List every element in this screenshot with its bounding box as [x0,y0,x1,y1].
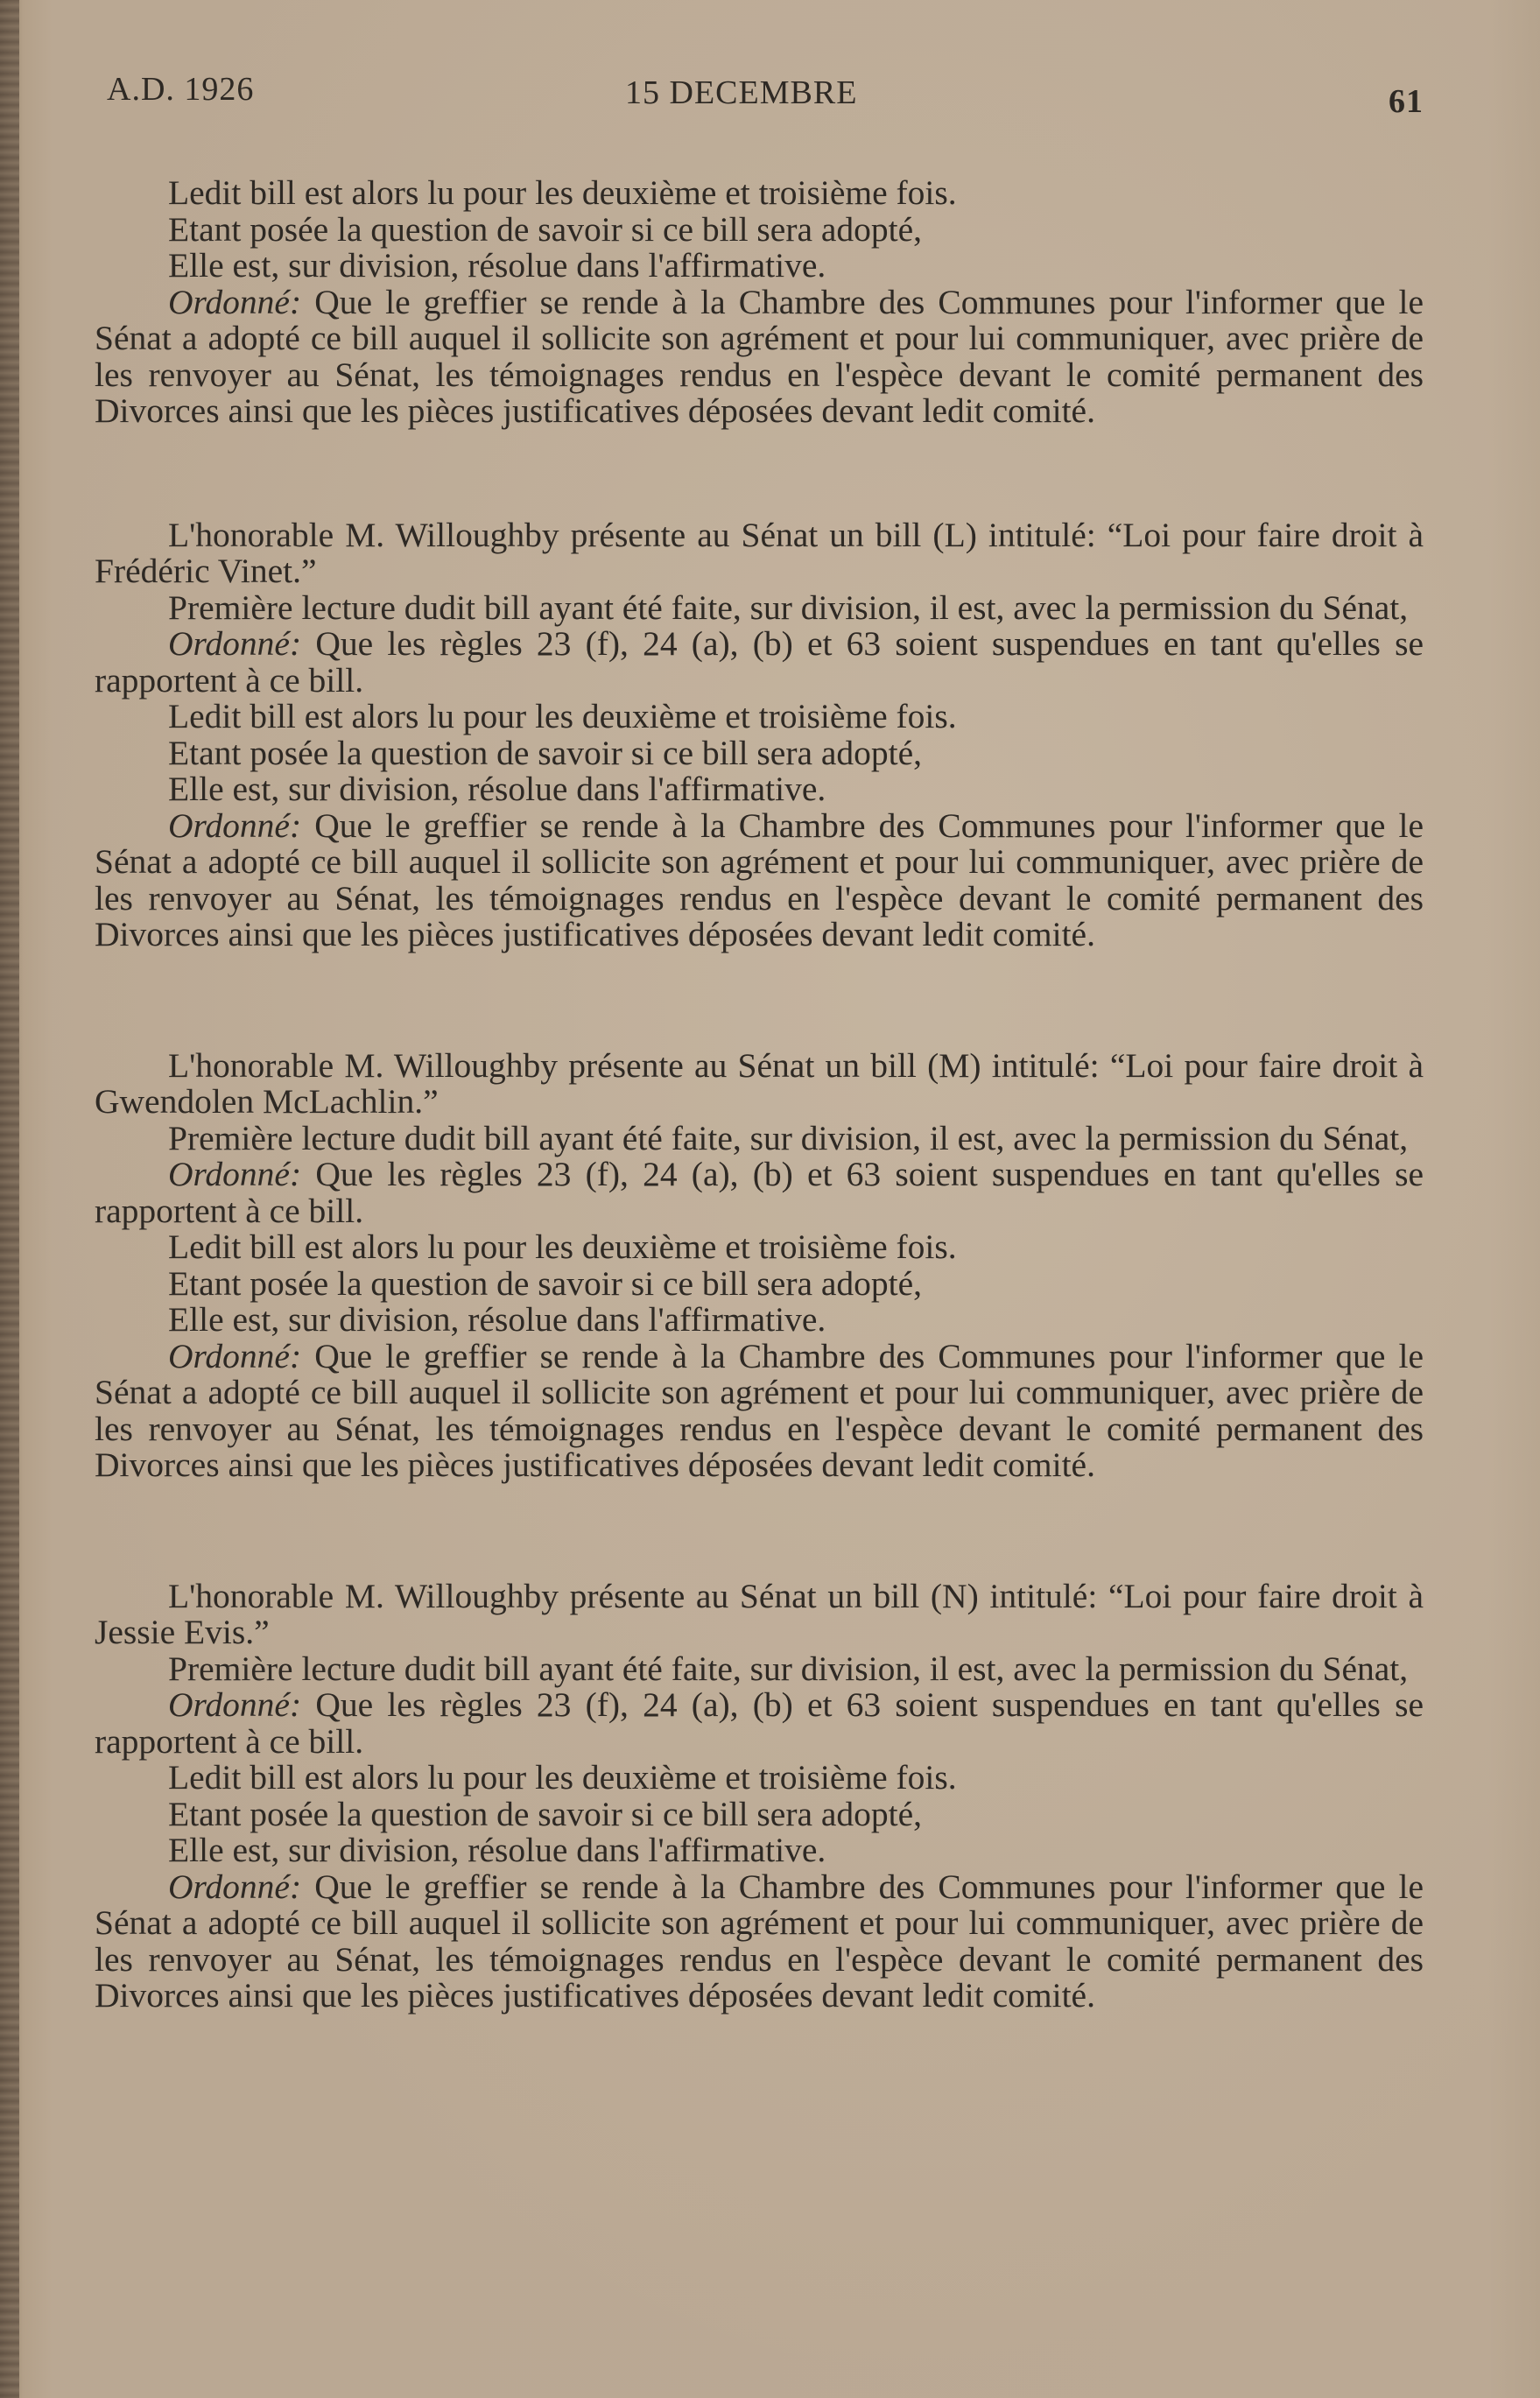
rules-text: Que les règles 23 (f), 24 (a), (b) et 63 soient suspendues en tant qu'elles se rapportent à ce bill. [95,1155,1424,1230]
order-text: Que le greffier se rende à la Chambre des Communes pour l'informer que le Sénat a adopté ce bill auquel il sollicite son agrément et pour lui communiquer, avec prière de les renvoyer au Sénat, les témoignages rendus en l'espèce devant le comité permanent des Divorces ainsi que les pièces justificatives déposées devant ledit comité. [95,805,1424,953]
page-number: 61 [1389,83,1424,120]
order-label: Ordonné: [168,805,302,845]
entry-bill-n [95,1576,1424,2015]
paragraph-first-reading: Première lecture dudit bill ayant été faite, sur division, il est, avec la permission du Sénat, [168,1649,1409,1688]
order-label: Ordonné: [168,282,302,321]
paragraph-intro: L'honorable M. Willoughby présente au Sénat un bill (L) intitulé: “Loi pour faire droit à Frédéric Vinet.” [95,515,1424,590]
order-text: Que le greffier se rende à la Chambre des Communes pour l'informer que le Sénat a adopté ce bill auquel il sollicite son agrément et pour lui communiquer, avec prière de les renvoyer au Sénat, les témoignages rendus en l'espèce devant le comité permanent des Divorces ainsi que les pièces justificatives déposées devant ledit comité. [95,1867,1424,2015]
entry-bill-l [95,517,1424,953]
paragraph-question: Etant posée la question de savoir si ce bill sera adopté, [168,1263,923,1303]
rules-label: Ordonné: [168,1685,302,1724]
rules-text: Que les règles 23 (f), 24 (a), (b) et 63 soient suspendues en tant qu'elles se rapportent à ce bill. [95,624,1424,700]
entry-bill-m [95,1045,1424,1484]
page-body [95,175,1424,2109]
paragraph-first-reading: Première lecture dudit bill ayant été faite, sur division, il est, avec la permission du Sénat, [168,587,1409,627]
rules-text: Que les règles 23 (f), 24 (a), (b) et 63 soient suspendues en tant qu'elles se rapportent à ce bill. [95,1685,1424,1761]
paragraph-resolution: Elle est, sur division, résolue dans l'affirmative. [168,1300,826,1339]
paragraph-intro: L'honorable M. Willoughby présente au Sénat un bill (M) intitulé: “Loi pour faire droit à Gwendolen McLachlin.” [95,1045,1424,1121]
rules-label: Ordonné: [168,624,302,663]
paragraph-order [95,1336,1424,1484]
paragraph-reading: Ledit bill est alors lu pour les deuxième et troisième fois. [168,173,957,212]
paragraph-resolution: Elle est, sur division, résolue dans l'affirmative. [168,1831,826,1869]
entry-continuation [95,175,1424,430]
page-header [0,70,1540,123]
paragraph-rules [95,626,1424,699]
paragraph-order [95,282,1424,430]
paragraph-resolution: Elle est, sur division, résolue dans l'affirmative. [168,246,826,285]
order-label: Ordonné: [168,1867,302,1906]
rules-label: Ordonné: [168,1155,302,1193]
paragraph-resolution: Elle est, sur division, résolue dans l'affirmative. [168,770,826,808]
paragraph-question: Etant posée la question de savoir si ce bill sera adopté, [168,209,923,249]
paragraph-rules [95,1157,1424,1229]
paragraph-order [95,805,1424,953]
paragraph-rules [95,1687,1424,1760]
order-text: Que le greffier se rende à la Chambre des Communes pour l'informer que le Sénat a adopté ce bill auquel il sollicite son agrément et pour lui communiquer, avec prière de les renvoyer au Sénat, les témoignages rendus en l'espèce devant le comité permanent des Divorces ainsi que les pièces justificatives déposées devant ledit comité. [95,282,1424,430]
paragraph-first-reading: Première lecture dudit bill ayant été faite, sur division, il est, avec la permission du Sénat, [168,1118,1409,1157]
paragraph-reading: Ledit bill est alors lu pour les deuxième et troisième fois. [168,697,957,735]
header-year: A.D. 1926 [107,71,255,108]
paragraph-intro: L'honorable M. Willoughby présente au Sénat un bill (N) intitulé: “Loi pour faire droit à Jessie Evis.” [95,1576,1424,1651]
book-spine-edge [0,0,19,2398]
paragraph-reading: Ledit bill est alors lu pour les deuxième et troisième fois. [168,1227,957,1266]
paragraph-question: Etant posée la question de savoir si ce bill sera adopté, [168,733,923,772]
paragraph-reading: Ledit bill est alors lu pour les deuxième et troisième fois. [168,1758,957,1797]
order-text: Que le greffier se rende à la Chambre des Communes pour l'informer que le Sénat a adopté ce bill auquel il sollicite son agrément et pour lui communiquer, avec prière de les renvoyer au Sénat, les témoignages rendus en l'espèce devant le comité permanent des Divorces ainsi que les pièces justificatives déposées devant ledit comité. [95,1336,1424,1484]
paragraph-question: Etant posée la question de savoir si ce bill sera adopté, [168,1794,923,1833]
header-date: 15 DECEMBRE [625,74,858,111]
order-label: Ordonné: [168,1336,302,1375]
paragraph-order [95,1869,1424,2015]
